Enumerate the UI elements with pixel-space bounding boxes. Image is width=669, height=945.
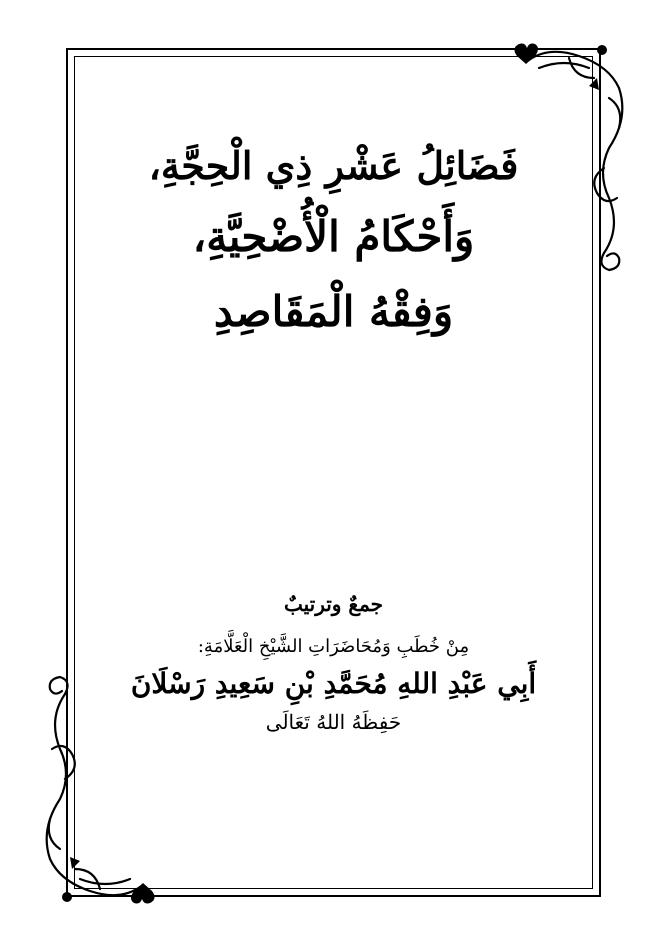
- compiled-label: جمعٌ وترتيبٌ: [283, 592, 384, 616]
- author-prayer: حَفِظَهُ اللهُ تَعَالَى: [265, 710, 402, 734]
- author-block: [74, 592, 593, 734]
- title-line-1: فَضَائِلُ عَشْرِ ذِي الْحِجَّةِ،: [148, 143, 519, 188]
- from-line: مِنْ خُطَبِ وَمُحَاضَرَاتِ الشَّيْخِ الْعَلَّامَةِ:: [197, 636, 470, 657]
- author-name: أَبِي عَبْدِ اللهِ مُحَمَّدِ بْنِ سَعِيدِ رَسْلَانَ: [130, 667, 537, 700]
- title-line-3: وَفِقْهُ الْمَقَاصِدِ: [213, 286, 454, 336]
- title-line-2: وَأَحْكَامُ الْأُضْحِيَّةِ،: [192, 212, 475, 262]
- book-title: [74, 140, 593, 341]
